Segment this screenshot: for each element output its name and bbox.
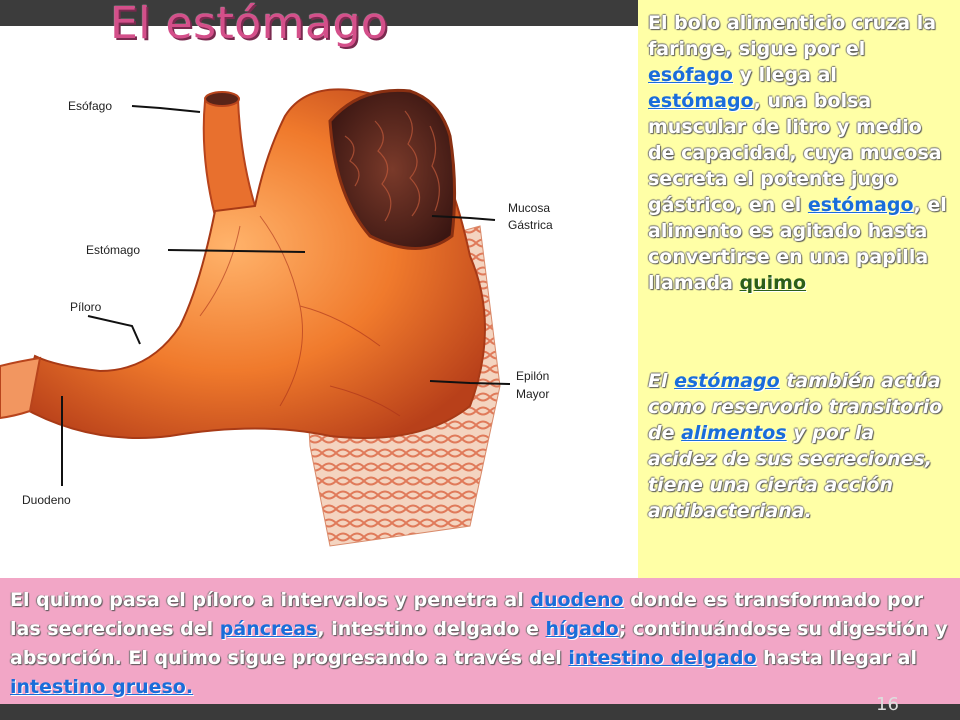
text-segment: El quimo pasa el píloro a intervalos y penetra al [10, 589, 531, 611]
label-mucosa-1: Mucosa [508, 201, 551, 215]
text-segment: El bolo alimenticio cruza la faringe, sigue por el [648, 12, 937, 60]
paragraph-quimo [10, 586, 950, 702]
link-quimo[interactable]: quimo [739, 272, 807, 294]
link-intestino-delgado[interactable]: intestino delgado [568, 647, 757, 669]
link-esofago[interactable]: esófago [648, 64, 733, 86]
label-epilon-1: Epilón [516, 369, 550, 383]
esophagus-shape [204, 98, 255, 216]
text-segment: también actúa como reservorio transitorio de [648, 370, 943, 444]
page-number: 16 [876, 694, 899, 715]
bottom-strip [0, 704, 960, 720]
link-alimentos[interactable]: alimentos [681, 422, 787, 444]
link-estomago-3[interactable]: estómago [674, 370, 780, 392]
paragraph-reservorio [648, 368, 948, 524]
stomach-illustration [0, 26, 638, 578]
text-segment: ; continuándose su digestión y absorción. El quimo sigue progresando a través del [10, 618, 948, 669]
stomach-illustration-panel [0, 26, 638, 578]
text-segment: , intestino delgado e [317, 618, 546, 640]
text-segment: , una bolsa muscular de litro y medio de capacidad, cuya mucosa secreta el potente jugo gástrico, en el [648, 90, 942, 216]
link-pancreas[interactable]: páncreas [219, 618, 318, 640]
paragraph-digestion [648, 10, 948, 296]
label-duodeno: Duodeno [22, 493, 71, 507]
text-segment: , el alimento es agitado hasta convertirse en una papilla llamada [648, 194, 947, 294]
label-piloro: Píloro [70, 300, 102, 314]
link-intestino-grueso[interactable]: intestino grueso. [10, 676, 194, 698]
label-mucosa-2: Gástrica [508, 218, 553, 232]
text-segment: hasta llegar al [756, 647, 917, 669]
link-higado[interactable]: hígado [545, 618, 619, 640]
bottom-text-panel [0, 578, 960, 704]
right-text-panel [638, 0, 960, 578]
text-segment: donde es transformado por las secreciones del [10, 589, 924, 640]
text-segment: y por la acidez de sus secreciones, tiene una cierta acción antibacteriana. [648, 422, 933, 522]
text-segment: y llega al [733, 64, 837, 86]
label-esofago: Esófago [68, 99, 113, 113]
link-duodeno[interactable]: duodeno [530, 589, 624, 611]
slide-title: El estómago [110, 0, 389, 49]
link-estomago-2[interactable]: estómago [807, 194, 914, 216]
text-segment: El [648, 370, 675, 392]
link-estomago-1[interactable]: estómago [648, 90, 754, 112]
label-estomago: Estómago [86, 243, 141, 257]
esophagus-opening [205, 92, 239, 106]
label-epilon-2: Mayor [516, 387, 550, 401]
